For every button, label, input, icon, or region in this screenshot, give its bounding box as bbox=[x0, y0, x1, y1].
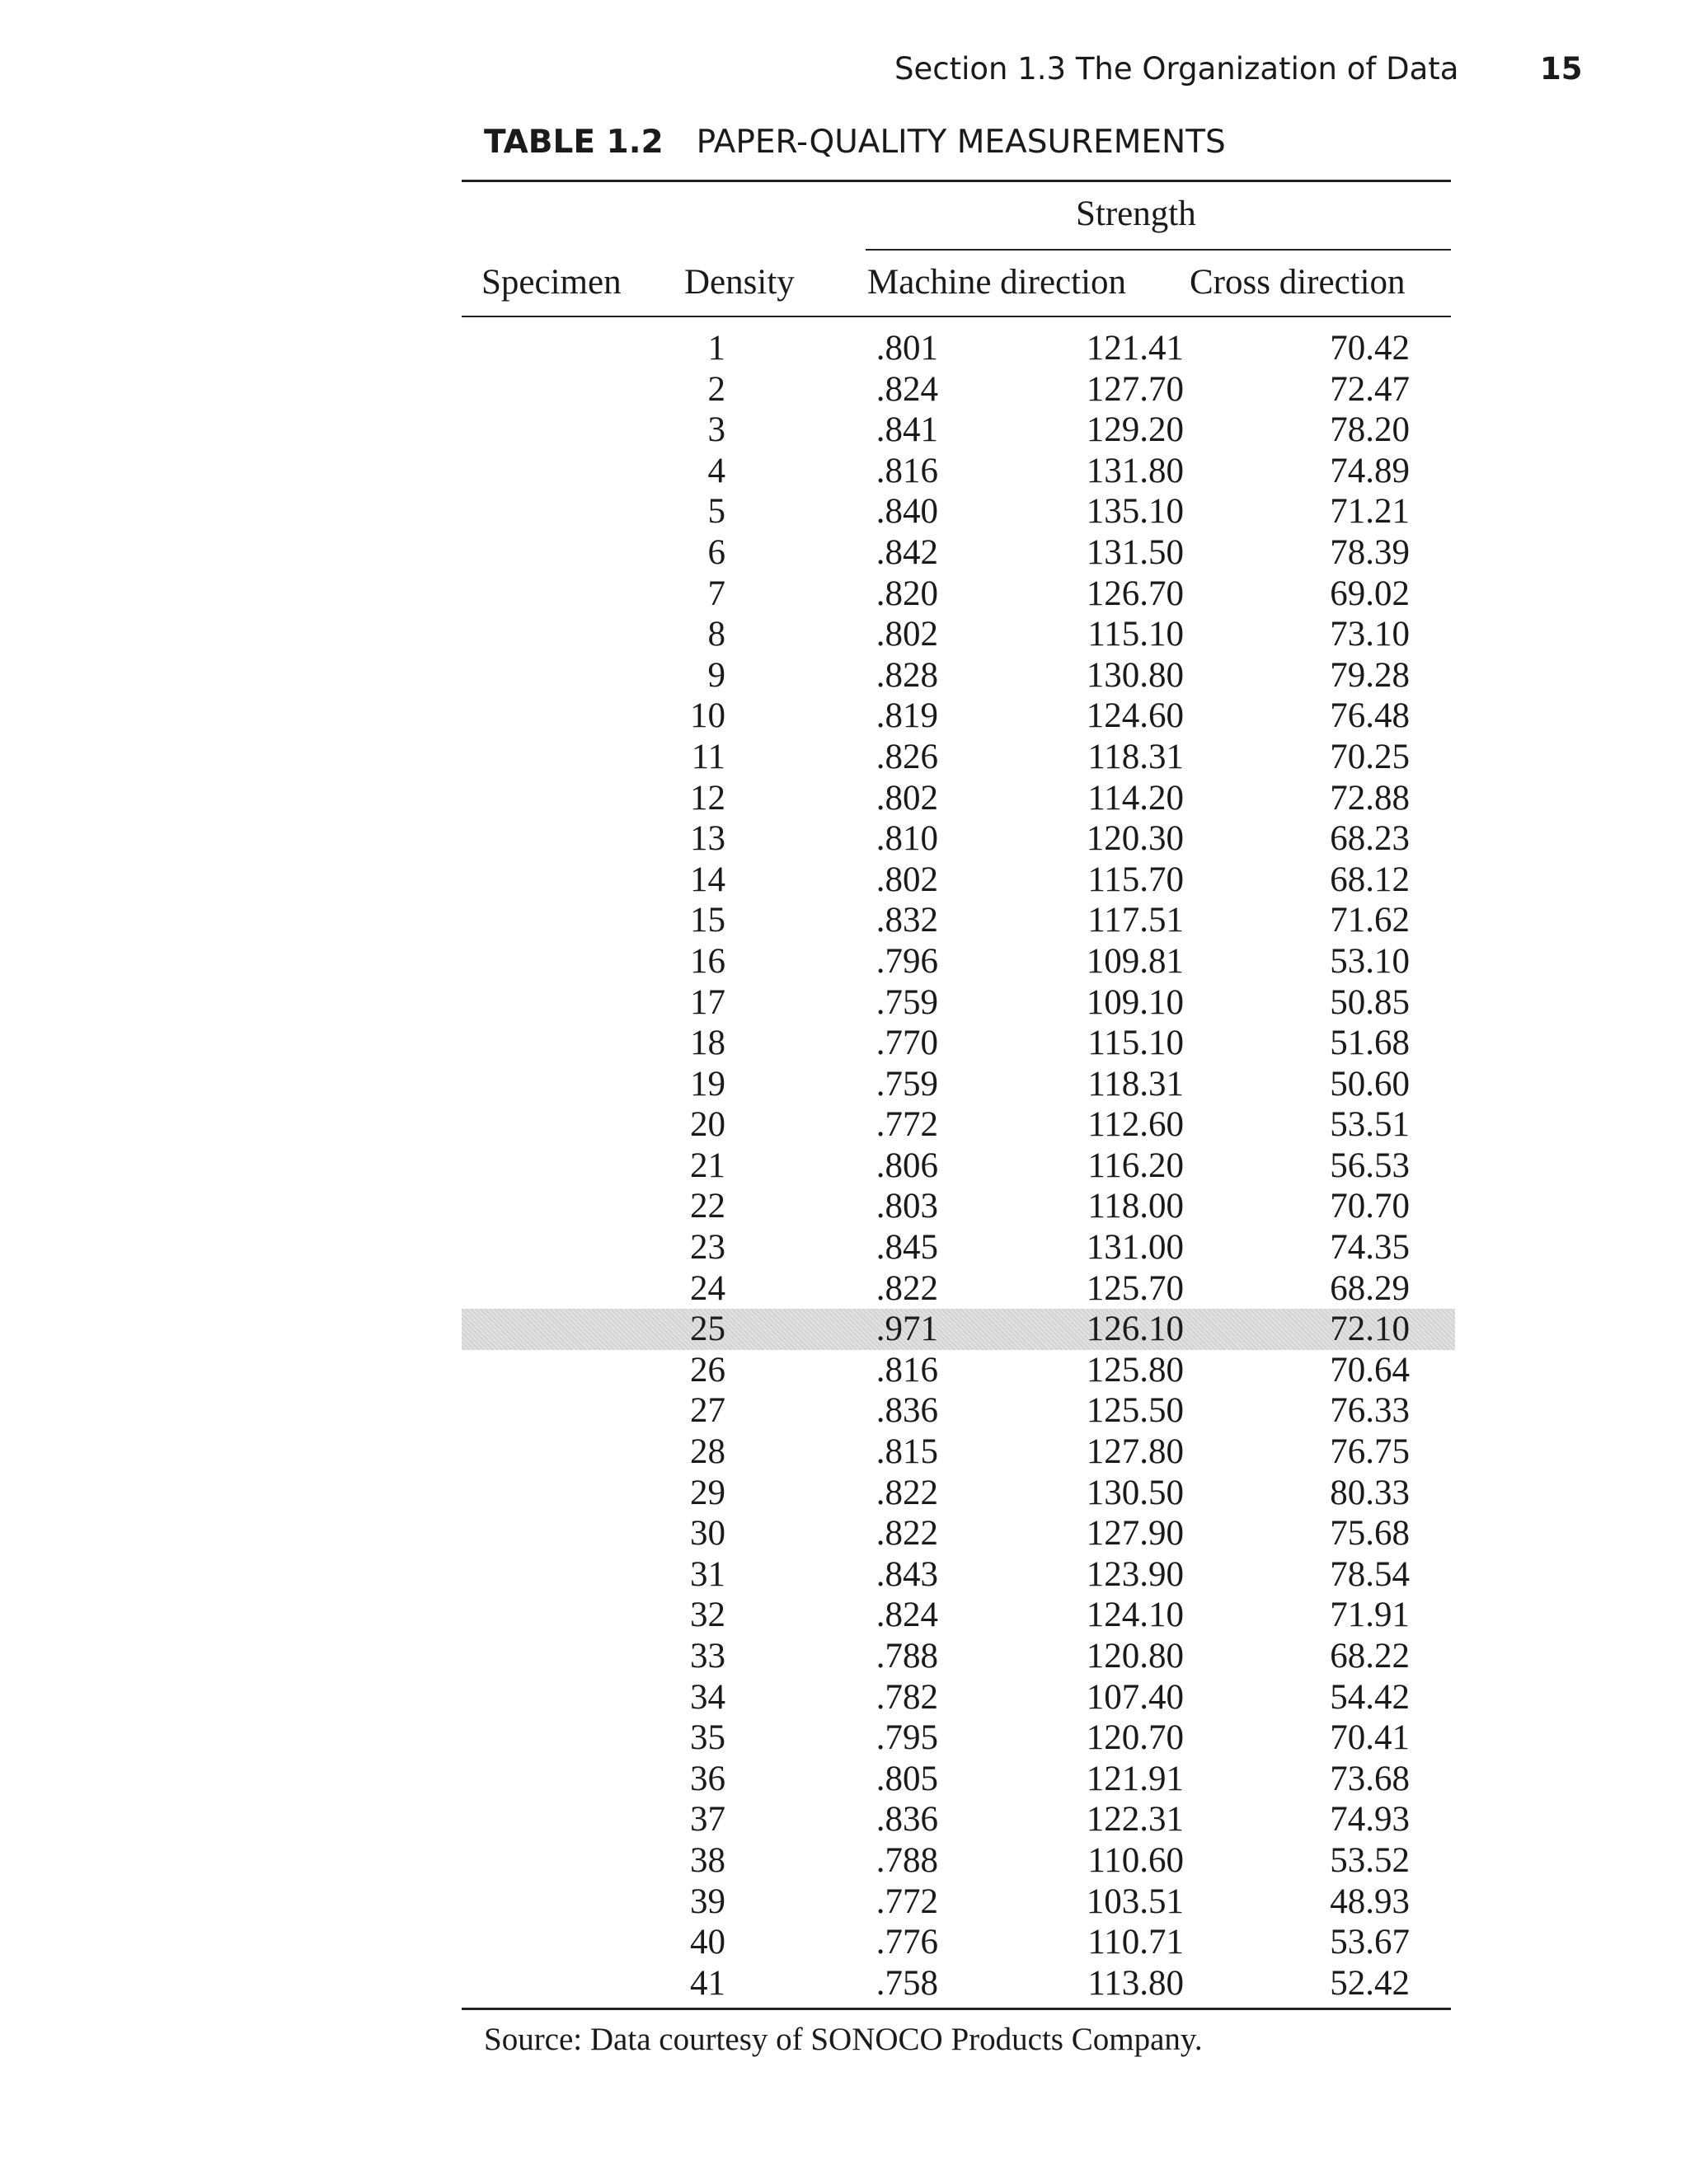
cell-cross-direction: 70.70 bbox=[1330, 1187, 1410, 1226]
cell-machine-direction: 126.10 bbox=[1086, 1310, 1184, 1349]
table-row bbox=[462, 1677, 1455, 1718]
cell-specimen: 8 bbox=[707, 615, 725, 654]
cell-density: .828 bbox=[876, 655, 938, 695]
cell-specimen: 29 bbox=[690, 1473, 725, 1512]
cell-cross-direction: 76.48 bbox=[1330, 696, 1410, 736]
cell-specimen: 14 bbox=[690, 860, 725, 899]
table-row bbox=[462, 1104, 1455, 1146]
cell-cross-direction: 56.53 bbox=[1330, 1146, 1410, 1185]
cell-machine-direction: 121.41 bbox=[1086, 329, 1184, 368]
cell-density: .802 bbox=[876, 778, 938, 818]
cell-cross-direction: 74.35 bbox=[1330, 1228, 1410, 1268]
cell-cross-direction: 50.85 bbox=[1330, 982, 1410, 1022]
cell-specimen: 24 bbox=[690, 1268, 725, 1308]
cell-machine-direction: 103.51 bbox=[1086, 1882, 1184, 1921]
cell-cross-direction: 52.42 bbox=[1330, 1963, 1410, 2003]
cell-machine-direction: 131.50 bbox=[1086, 532, 1184, 572]
table-row bbox=[462, 1023, 1455, 1064]
cell-machine-direction: 113.80 bbox=[1087, 1963, 1184, 2003]
table-row bbox=[462, 860, 1455, 901]
table-source-note: Source: Data courtesy of SONOCO Products Company. bbox=[484, 2022, 1203, 2057]
table-number: TABLE 1.2 bbox=[484, 124, 664, 161]
cell-machine-direction: 109.10 bbox=[1086, 982, 1184, 1022]
cell-machine-direction: 115.10 bbox=[1087, 615, 1184, 654]
cell-machine-direction: 125.70 bbox=[1086, 1268, 1184, 1308]
table-caption bbox=[484, 124, 1226, 161]
cell-machine-direction: 107.40 bbox=[1086, 1677, 1184, 1717]
table-title: PAPER-QUALITY MEASUREMENTS bbox=[696, 124, 1226, 161]
cell-density: .806 bbox=[876, 1146, 938, 1185]
cell-density: .788 bbox=[876, 1637, 938, 1675]
cell-cross-direction: 80.33 bbox=[1330, 1473, 1410, 1512]
cell-density: .840 bbox=[876, 492, 938, 532]
cell-specimen: 10 bbox=[690, 696, 725, 736]
table-row bbox=[462, 614, 1455, 655]
cell-specimen: 41 bbox=[690, 1963, 725, 2003]
table-row bbox=[462, 1963, 1455, 2004]
cell-specimen: 1 bbox=[707, 329, 725, 368]
cell-cross-direction: 53.67 bbox=[1330, 1923, 1410, 1962]
header-bottom-rule bbox=[462, 316, 1451, 317]
cell-specimen: 34 bbox=[690, 1677, 725, 1717]
cell-density: .822 bbox=[876, 1473, 938, 1512]
cell-density: .788 bbox=[876, 1840, 938, 1880]
cell-density: .770 bbox=[876, 1024, 938, 1063]
cell-specimen: 21 bbox=[690, 1146, 725, 1185]
cell-specimen: 18 bbox=[690, 1024, 725, 1063]
cell-cross-direction: 76.75 bbox=[1330, 1432, 1410, 1472]
table-row bbox=[462, 778, 1455, 819]
running-head: Section 1.3 The Organization of Data bbox=[894, 51, 1459, 87]
table-row bbox=[462, 900, 1455, 941]
cell-density: .772 bbox=[876, 1105, 938, 1145]
cell-cross-direction: 71.91 bbox=[1330, 1596, 1410, 1635]
cell-cross-direction: 76.33 bbox=[1330, 1391, 1410, 1431]
column-header-cross-direction: Cross direction bbox=[1190, 263, 1406, 302]
cell-cross-direction: 68.12 bbox=[1330, 860, 1410, 899]
cell-machine-direction: 124.10 bbox=[1086, 1596, 1184, 1635]
table-row bbox=[462, 1432, 1455, 1473]
cell-machine-direction: 131.00 bbox=[1086, 1228, 1184, 1268]
cell-density: .802 bbox=[876, 860, 938, 899]
cell-machine-direction: 112.60 bbox=[1087, 1105, 1184, 1145]
cell-cross-direction: 70.64 bbox=[1330, 1350, 1410, 1390]
cell-specimen: 19 bbox=[690, 1064, 725, 1104]
cell-specimen: 40 bbox=[690, 1923, 725, 1962]
cell-specimen: 23 bbox=[690, 1228, 725, 1268]
table-top-rule bbox=[462, 180, 1451, 182]
column-header-machine-direction: Machine direction bbox=[867, 263, 1127, 302]
cell-density: .819 bbox=[876, 696, 938, 736]
cell-cross-direction: 48.93 bbox=[1330, 1882, 1410, 1921]
table-row bbox=[462, 1350, 1455, 1391]
cell-machine-direction: 129.20 bbox=[1086, 410, 1184, 450]
cell-specimen: 13 bbox=[690, 819, 725, 859]
table-row bbox=[462, 491, 1455, 532]
table-row bbox=[462, 941, 1455, 982]
cell-density: .845 bbox=[876, 1228, 938, 1268]
cell-specimen: 11 bbox=[691, 737, 725, 776]
table-row bbox=[462, 1268, 1455, 1310]
table-row bbox=[462, 1186, 1455, 1227]
cell-density: .816 bbox=[876, 451, 938, 490]
table-row bbox=[462, 1636, 1455, 1677]
cell-machine-direction: 120.70 bbox=[1086, 1718, 1184, 1758]
table-row bbox=[462, 1064, 1455, 1105]
cell-machine-direction: 110.71 bbox=[1087, 1923, 1184, 1962]
cell-machine-direction: 130.80 bbox=[1086, 655, 1184, 695]
cell-specimen: 37 bbox=[690, 1800, 725, 1840]
cell-density: .816 bbox=[876, 1350, 938, 1390]
table-row bbox=[462, 1799, 1455, 1840]
column-header-specimen: Specimen bbox=[481, 263, 622, 302]
cell-specimen: 6 bbox=[707, 532, 725, 572]
cell-density: .810 bbox=[876, 819, 938, 859]
cell-specimen: 16 bbox=[690, 941, 725, 981]
cell-cross-direction: 71.21 bbox=[1330, 492, 1410, 532]
strength-group-header: Strength bbox=[1076, 194, 1196, 233]
table-row bbox=[462, 1146, 1455, 1187]
table-body bbox=[462, 328, 1455, 2004]
cell-machine-direction: 127.90 bbox=[1086, 1514, 1184, 1554]
cell-cross-direction: 72.10 bbox=[1330, 1310, 1410, 1349]
cell-cross-direction: 72.88 bbox=[1330, 778, 1410, 818]
cell-specimen: 7 bbox=[707, 574, 725, 613]
table-row bbox=[462, 737, 1455, 778]
column-header-density: Density bbox=[684, 263, 795, 302]
cell-specimen: 22 bbox=[690, 1187, 725, 1226]
table-row bbox=[462, 532, 1455, 574]
cell-machine-direction: 120.80 bbox=[1086, 1637, 1184, 1675]
cell-specimen: 26 bbox=[690, 1350, 725, 1390]
cell-density: .836 bbox=[876, 1391, 938, 1431]
cell-machine-direction: 120.30 bbox=[1086, 819, 1184, 859]
table-row bbox=[462, 1840, 1455, 1882]
cell-cross-direction: 68.29 bbox=[1330, 1268, 1410, 1308]
cell-cross-direction: 78.39 bbox=[1330, 532, 1410, 572]
cell-cross-direction: 70.41 bbox=[1330, 1718, 1410, 1758]
cell-machine-direction: 110.60 bbox=[1087, 1840, 1184, 1880]
cell-machine-direction: 115.10 bbox=[1087, 1024, 1184, 1063]
cell-density: .776 bbox=[876, 1923, 938, 1962]
page-number: 15 bbox=[1540, 51, 1583, 87]
cell-density: .759 bbox=[876, 1064, 938, 1104]
cell-cross-direction: 71.62 bbox=[1330, 901, 1410, 940]
cell-specimen: 39 bbox=[690, 1882, 725, 1921]
cell-cross-direction: 69.02 bbox=[1330, 574, 1410, 613]
table-row bbox=[462, 1227, 1455, 1268]
table-row bbox=[462, 574, 1455, 615]
cell-machine-direction: 124.60 bbox=[1086, 696, 1184, 736]
cell-specimen: 28 bbox=[690, 1432, 725, 1472]
cell-specimen: 25 bbox=[690, 1310, 725, 1349]
cell-machine-direction: 115.70 bbox=[1087, 860, 1184, 899]
cell-specimen: 35 bbox=[690, 1718, 725, 1758]
cell-machine-direction: 118.31 bbox=[1087, 737, 1184, 776]
cell-density: .824 bbox=[876, 1596, 938, 1635]
cell-cross-direction: 74.89 bbox=[1330, 451, 1410, 490]
cell-density: .805 bbox=[876, 1759, 938, 1798]
cell-density: .772 bbox=[876, 1882, 938, 1921]
table-row bbox=[462, 1390, 1455, 1432]
table-row-highlighted bbox=[462, 1309, 1455, 1350]
cell-cross-direction: 53.52 bbox=[1330, 1840, 1410, 1880]
cell-density: .842 bbox=[876, 532, 938, 572]
cell-specimen: 5 bbox=[707, 492, 725, 532]
cell-cross-direction: 72.47 bbox=[1330, 369, 1410, 409]
cell-specimen: 4 bbox=[707, 451, 725, 490]
table-row bbox=[462, 982, 1455, 1024]
cell-specimen: 2 bbox=[707, 369, 725, 409]
cell-specimen: 31 bbox=[690, 1554, 725, 1594]
cell-machine-direction: 123.90 bbox=[1086, 1554, 1184, 1594]
cell-specimen: 30 bbox=[690, 1514, 725, 1554]
cell-cross-direction: 74.93 bbox=[1330, 1800, 1410, 1840]
cell-density: .795 bbox=[876, 1718, 938, 1758]
cell-cross-direction: 73.68 bbox=[1330, 1759, 1410, 1798]
cell-specimen: 3 bbox=[707, 410, 725, 450]
table-row bbox=[462, 1595, 1455, 1636]
table-row bbox=[462, 1759, 1455, 1800]
cell-machine-direction: 109.81 bbox=[1086, 941, 1184, 981]
cell-cross-direction: 54.42 bbox=[1330, 1677, 1410, 1717]
cell-cross-direction: 53.51 bbox=[1330, 1105, 1410, 1145]
cell-cross-direction: 68.22 bbox=[1330, 1637, 1410, 1675]
cell-density: .802 bbox=[876, 615, 938, 654]
cell-density: .841 bbox=[876, 410, 938, 450]
cell-machine-direction: 130.50 bbox=[1086, 1473, 1184, 1512]
cell-machine-direction: 117.51 bbox=[1087, 901, 1184, 940]
table-row bbox=[462, 1554, 1455, 1596]
cell-density: .801 bbox=[876, 329, 938, 368]
cell-machine-direction: 127.80 bbox=[1086, 1432, 1184, 1472]
cell-cross-direction: 70.42 bbox=[1330, 329, 1410, 368]
cell-cross-direction: 51.68 bbox=[1330, 1024, 1410, 1063]
cell-cross-direction: 78.20 bbox=[1330, 410, 1410, 450]
cell-machine-direction: 131.80 bbox=[1086, 451, 1184, 490]
strength-group-rule bbox=[866, 249, 1451, 251]
cell-density: .832 bbox=[876, 901, 938, 940]
cell-machine-direction: 121.91 bbox=[1086, 1759, 1184, 1798]
cell-density: .822 bbox=[876, 1268, 938, 1308]
cell-machine-direction: 116.20 bbox=[1087, 1146, 1184, 1185]
cell-cross-direction: 68.23 bbox=[1330, 819, 1410, 859]
cell-cross-direction: 78.54 bbox=[1330, 1554, 1410, 1594]
table-row bbox=[462, 451, 1455, 492]
table-row bbox=[462, 1882, 1455, 1923]
cell-density: .758 bbox=[876, 1963, 938, 2003]
table-row bbox=[462, 369, 1455, 410]
cell-density: .815 bbox=[876, 1432, 938, 1472]
cell-density: .782 bbox=[876, 1677, 938, 1717]
cell-density: .824 bbox=[876, 369, 938, 409]
cell-specimen: 33 bbox=[690, 1637, 725, 1675]
table-row bbox=[462, 328, 1455, 369]
cell-machine-direction: 135.10 bbox=[1086, 492, 1184, 532]
cell-specimen: 9 bbox=[707, 655, 725, 695]
cell-machine-direction: 118.00 bbox=[1087, 1187, 1184, 1226]
cell-machine-direction: 127.70 bbox=[1086, 369, 1184, 409]
table-row bbox=[462, 1473, 1455, 1514]
cell-density: .971 bbox=[876, 1310, 938, 1349]
cell-cross-direction: 70.25 bbox=[1330, 737, 1410, 776]
cell-cross-direction: 73.10 bbox=[1330, 615, 1410, 654]
cell-machine-direction: 125.80 bbox=[1086, 1350, 1184, 1390]
cell-density: .843 bbox=[876, 1554, 938, 1594]
table-row bbox=[462, 696, 1455, 737]
cell-density: .796 bbox=[876, 941, 938, 981]
cell-density: .820 bbox=[876, 574, 938, 613]
cell-machine-direction: 126.70 bbox=[1086, 574, 1184, 613]
table-row bbox=[462, 655, 1455, 696]
cell-density: .759 bbox=[876, 982, 938, 1022]
cell-cross-direction: 53.10 bbox=[1330, 941, 1410, 981]
table-row bbox=[462, 1513, 1455, 1554]
cell-specimen: 27 bbox=[690, 1391, 725, 1431]
cell-machine-direction: 118.31 bbox=[1087, 1064, 1184, 1104]
cell-specimen: 17 bbox=[690, 982, 725, 1022]
cell-cross-direction: 50.60 bbox=[1330, 1064, 1410, 1104]
cell-specimen: 15 bbox=[690, 901, 725, 940]
cell-specimen: 36 bbox=[690, 1759, 725, 1798]
cell-machine-direction: 122.31 bbox=[1086, 1800, 1184, 1840]
cell-specimen: 38 bbox=[690, 1840, 725, 1880]
cell-cross-direction: 79.28 bbox=[1330, 655, 1410, 695]
table-row bbox=[462, 1718, 1455, 1759]
cell-density: .822 bbox=[876, 1514, 938, 1554]
cell-specimen: 20 bbox=[690, 1105, 725, 1145]
table-bottom-rule bbox=[462, 2008, 1451, 2010]
cell-density: .803 bbox=[876, 1187, 938, 1226]
cell-machine-direction: 125.50 bbox=[1086, 1391, 1184, 1431]
cell-specimen: 32 bbox=[690, 1596, 725, 1635]
table-row bbox=[462, 1922, 1455, 1963]
table-row bbox=[462, 818, 1455, 860]
cell-machine-direction: 114.20 bbox=[1087, 778, 1184, 818]
cell-cross-direction: 75.68 bbox=[1330, 1514, 1410, 1554]
table-row bbox=[462, 410, 1455, 451]
cell-specimen: 12 bbox=[690, 778, 725, 818]
cell-density: .836 bbox=[876, 1800, 938, 1840]
cell-density: .826 bbox=[876, 737, 938, 776]
